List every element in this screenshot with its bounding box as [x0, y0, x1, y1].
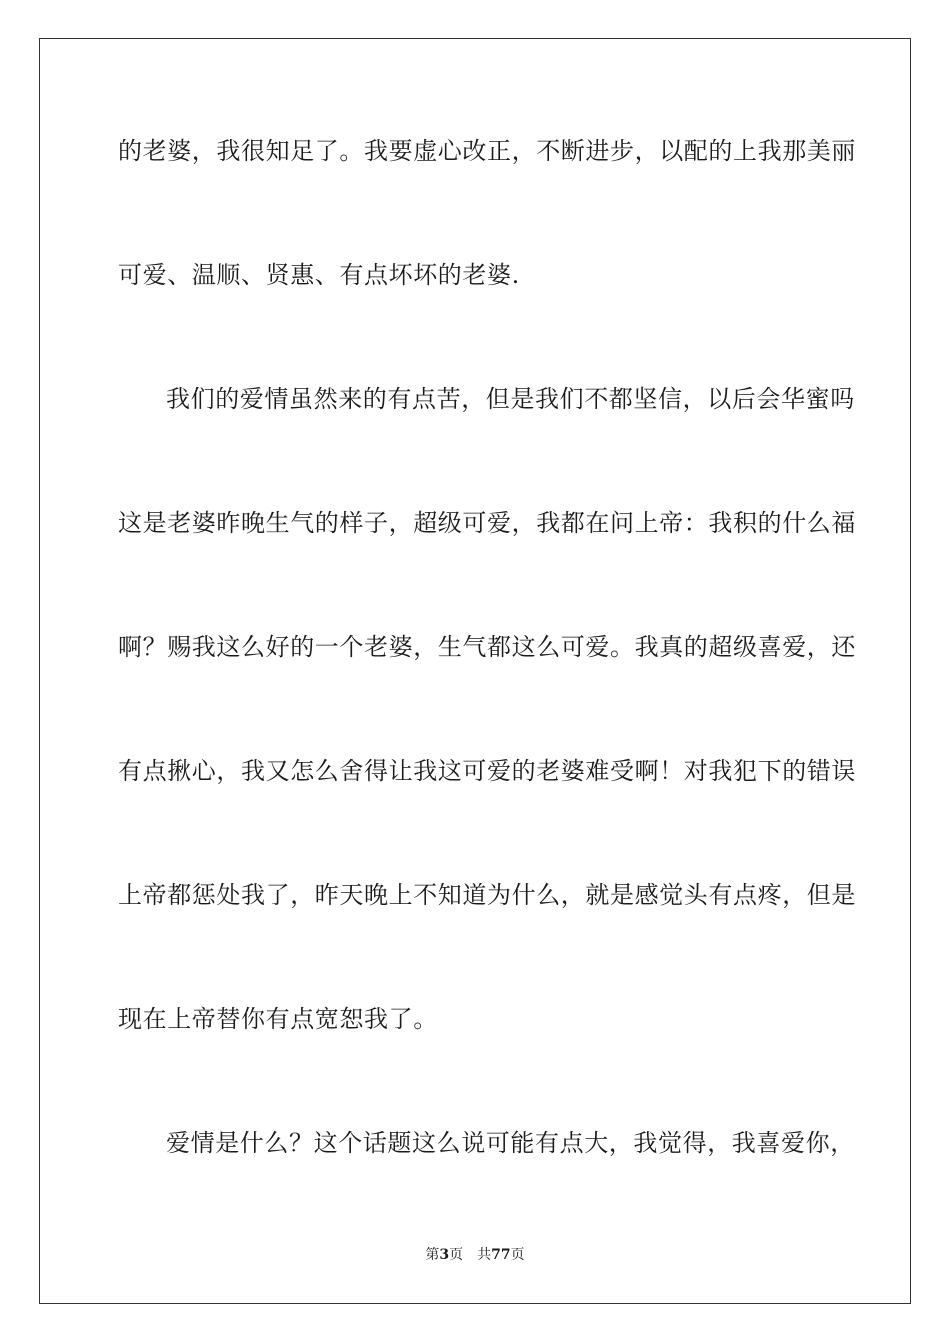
body-text-line-4: 这是老婆昨晚生气的样子，超级可爱，我都在问上帝：我积的什么福 — [118, 509, 856, 537]
body-text-line-1: 的老婆，我很知足了。我要虚心改正，不断进步，以配的上我那美丽 — [118, 137, 856, 165]
paragraph-3-first-line: 爱情是什么？这个话题这么说可能有点大，我觉得，我喜爱你， — [166, 1129, 855, 1157]
paragraph-2-first-line: 我们的爱情虽然来的有点苦，但是我们不都坚信，以后会华蜜吗 — [166, 385, 855, 413]
total-pages: 77 — [491, 1247, 511, 1263]
page-border — [39, 38, 911, 1304]
body-text-line-7: 上帝都惩处我了，昨天晚上不知道为什么，就是感觉头有点疼，但是 — [118, 881, 856, 909]
total-prefix: 共 — [477, 1247, 492, 1263]
page-suffix: 页 — [449, 1247, 464, 1263]
total-suffix: 页 — [510, 1247, 525, 1263]
page-prefix: 第 — [425, 1247, 440, 1263]
body-text-line-8: 现在上帝替你有点宽恕我了。 — [118, 1005, 438, 1033]
body-text-line-2: 可爱、温顺、贤惠、有点坏坏的老婆. — [118, 261, 520, 289]
body-text-line-6: 有点揪心，我又怎么舍得让我这可爱的老婆难受啊！对我犯下的错误 — [118, 757, 856, 785]
page-footer — [0, 1246, 950, 1264]
page-number: 3 — [439, 1247, 450, 1263]
body-text-line-5: 啊？赐我这么好的一个老婆，生气都这么可爱。我真的超级喜爱，还 — [118, 633, 856, 661]
